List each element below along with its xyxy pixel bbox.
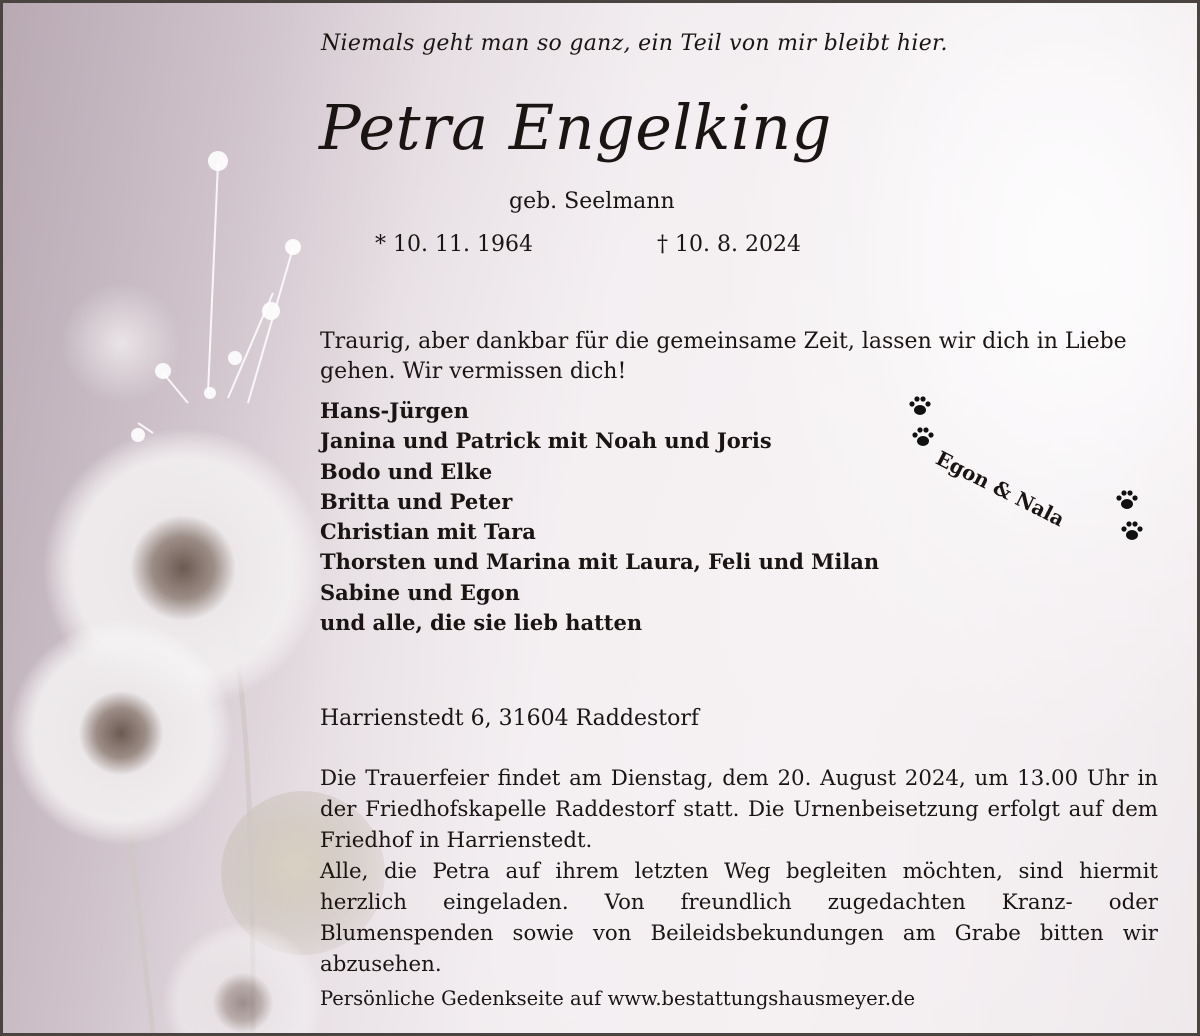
mourner-name: und alle, die sie lieb hatten (320, 610, 643, 636)
address: Harrienstedt 6, 31604 Raddestorf (320, 706, 699, 731)
mourner-name: Sabine und Egon (320, 579, 520, 605)
ceremony-details (320, 763, 1158, 980)
paw-print-icon (1120, 520, 1144, 542)
mourner-name: Thorsten und Marina mit Laura, Feli und Milan (320, 549, 880, 575)
birth-date: * 10. 11. 1964 (375, 232, 533, 257)
paw-print-icon (911, 426, 935, 448)
motto-quote: Niemals geht man so ganz, ein Teil von mir bleibt hier. (321, 31, 948, 56)
ceremony-paragraph: Die Trauerfeier findet am Dienstag, dem 20. August 2024, um 13.00 Uhr in der Friedhofskapelle Raddestorf statt. Die Urnenbeisetzung erfolgt auf dem Friedhof in Harrienstedt. (320, 766, 1158, 853)
mourner-name: Hans-Jürgen (320, 398, 469, 423)
paw-print-icon (908, 395, 932, 417)
birth-name: geb. Seelmann (509, 189, 675, 214)
mourner-name: Bodo und Elke (320, 458, 493, 484)
mourner-name: Christian mit Tara (320, 519, 536, 545)
paw-print-icon (1115, 489, 1139, 511)
memorial-page-link[interactable]: Persönliche Gedenkseite auf www.bestattungshausmeyer.de (320, 987, 916, 1010)
pets-names: Egon & Nala (932, 446, 1069, 532)
deceased-name: Petra Engelking (319, 91, 832, 164)
mourner-name: Britta und Peter (320, 488, 513, 514)
mourners-list (320, 396, 879, 638)
mourner-name: Janina und Patrick mit Noah und Joris (320, 428, 772, 454)
death-date: † 10. 8. 2024 (657, 232, 801, 257)
intro-text: Traurig, aber dankbar für die gemeinsame Zeit, lassen wir dich in Liebe gehen. Wir vermissen dich! (320, 329, 1127, 384)
ceremony-paragraph: Alle, die Petra auf ihrem letzten Weg begleiten möchten, sind hiermit herzlich eingeladen. Von freundlich zugedachten Kranz- oder Blumenspenden sowie von Beileidsbekundungen am Grabe bitten wir abzusehen. (320, 859, 1158, 977)
